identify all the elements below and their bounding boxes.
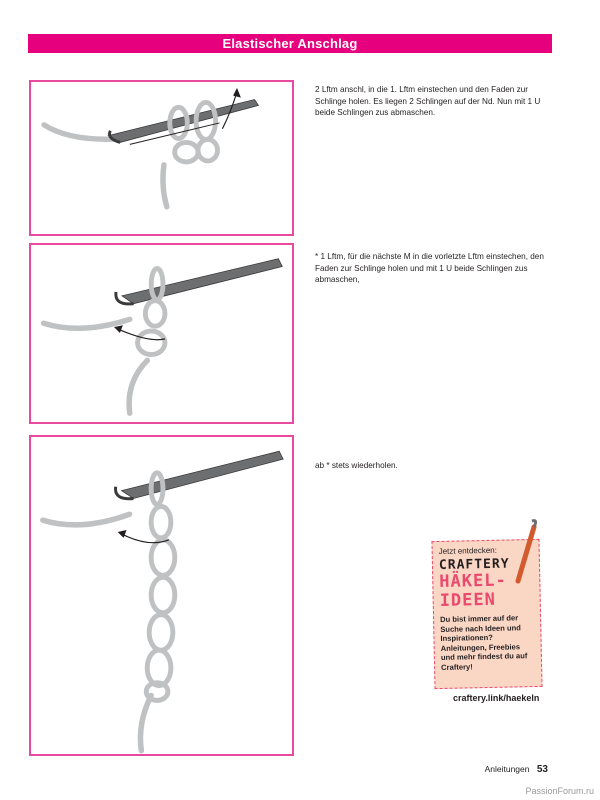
promo-body: Du bist immer auf der Suche nach Ideen und Inspirationen? Anleitungen, Freebies und mehr findest du auf Craftery! [440, 613, 528, 672]
footer-section: Anleitungen [484, 764, 530, 774]
page-footer [485, 764, 548, 775]
step-3-text: ab * stets wiederholen. [315, 461, 398, 470]
step-1-text: 2 Lftm anschl, in die 1. Lftm einstechen und den Faden zur Schlinge holen. Es liegen 2 Schlingen auf der Nd. Nun mit 1 U beide Schlingen zus abmaschen. [315, 85, 541, 117]
section-title: Elastischer Anschlag [222, 36, 358, 51]
crochet-hook-icon [508, 517, 548, 587]
promo-brand: CRAFTERY [438, 556, 510, 573]
promo-link[interactable]: craftery.link/haekeln [453, 693, 540, 703]
crochet-step-3-image [31, 437, 292, 754]
step-3-illustration [29, 435, 294, 756]
step-2-illustration [29, 243, 294, 424]
promo-title-line-1: HÄKEL- [439, 570, 507, 592]
step-2-text: * 1 Lftm, für die nächste M in die vorletzte Lftm einstechen, den Faden zur Schlinge holen und mit 1 U beide Schlingen zus abmaschen, [315, 252, 544, 284]
page-number: 53 [536, 764, 548, 775]
crochet-step-1-image [31, 82, 292, 234]
watermark: PassionForum.ru [525, 786, 594, 796]
step-1-illustration [29, 80, 294, 236]
section-header [28, 34, 552, 53]
promo-kicker: Jetzt entdecken: [438, 545, 498, 556]
promo-title-line-2: IDEEN [439, 589, 497, 611]
crochet-step-2-image [31, 245, 292, 422]
